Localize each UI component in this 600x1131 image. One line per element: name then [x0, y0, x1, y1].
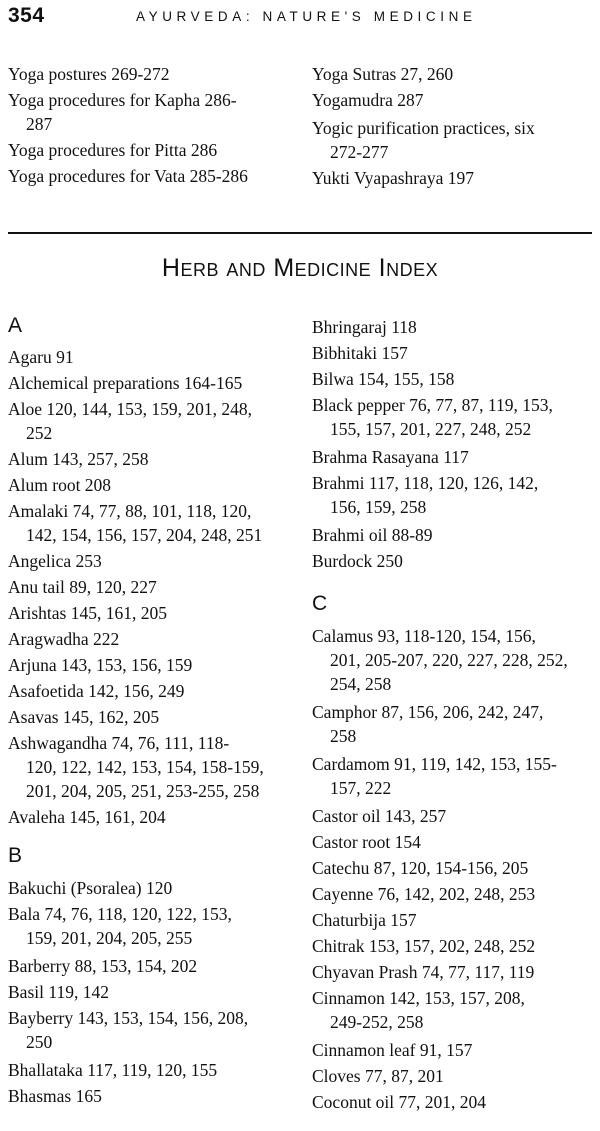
index-entry: Alchemical preparations 164-165 — [8, 373, 243, 393]
index-entry: Yoga postures 269-272 — [8, 64, 170, 84]
index-entry: Camphor 87, 156, 206, 242, 247, 258 — [312, 702, 544, 746]
index-entry: Avaleha 145, 161, 204 — [8, 807, 166, 827]
yoga-right-column — [312, 58, 600, 198]
letter-heading-c: C — [312, 592, 328, 615]
index-entry: Catechu 87, 120, 154-156, 205 — [312, 858, 529, 878]
index-entry: Black pepper 76, 77, 87, 119, 153, 155, 157, 201, 227, 248, 252 — [312, 395, 553, 439]
index-entry: Yogamudra 287 — [312, 90, 424, 110]
index-entry: Cayenne 76, 142, 202, 248, 253 — [312, 884, 536, 904]
index-entry: Yoga Sutras 27, 260 — [312, 64, 454, 84]
index-entry: Yogic purification practices, six 272-277 — [312, 118, 535, 162]
index-entry: Chaturbija 157 — [312, 910, 417, 930]
index-entry: Coconut oil 77, 201, 204 — [312, 1092, 487, 1112]
index-entry: Cinnamon 142, 153, 157, 208, 249-252, 258 — [312, 988, 525, 1032]
index-entry: Arjuna 143, 153, 156, 159 — [8, 655, 193, 675]
index-entry: Yoga procedures for Pitta 286 — [8, 140, 218, 160]
index-entry: Burdock 250 — [312, 551, 403, 571]
index-entry: Castor oil 143, 257 — [312, 806, 447, 826]
index-right-column — [312, 310, 600, 1120]
index-entry: Amalaki 74, 77, 88, 101, 118, 120, 142, 154, 156, 157, 204, 248, 251 — [8, 501, 263, 545]
index-entry: Bhasmas 165 — [8, 1086, 102, 1106]
index-entry: Ashwagandha 74, 76, 111, 118- 120, 122, 142, 153, 154, 158-159, 201, 204, 205, 251, 253-255, 258 — [8, 733, 264, 801]
index-entry: Chyavan Prash 74, 77, 117, 119 — [312, 962, 535, 982]
index-entry: Anu tail 89, 120, 227 — [8, 577, 157, 597]
index-entry: Bayberry 143, 153, 154, 156, 208, 250 — [8, 1008, 249, 1052]
index-entry: Calamus 93, 118-120, 154, 156, 201, 205-207, 220, 227, 228, 252, 254, 258 — [312, 626, 568, 694]
letter-heading-b: B — [8, 844, 23, 867]
index-entry: Arishtas 145, 161, 205 — [8, 603, 167, 623]
index-title: Herb and Medicine Index — [161, 254, 439, 282]
index-entry: Alum root 208 — [8, 475, 112, 495]
index-entry: Bibhitaki 157 — [312, 343, 408, 363]
index-entry: Brahma Rasayana 117 — [312, 447, 469, 467]
index-entry: Agaru 91 — [8, 347, 74, 367]
yoga-left-column — [8, 58, 298, 198]
index-entry: Angelica 253 — [8, 551, 102, 571]
letter-heading-a: A — [8, 314, 23, 337]
index-entry: Bhallataka 117, 119, 120, 155 — [8, 1060, 218, 1080]
index-entry: Cardamom 91, 119, 142, 153, 155- 157, 222 — [312, 754, 557, 798]
index-entry: Asavas 145, 162, 205 — [8, 707, 160, 727]
index-entry: Yukti Vyapashraya 197 — [312, 168, 475, 188]
index-entry: Bilwa 154, 155, 158 — [312, 369, 455, 389]
index-entry: Brahmi 117, 118, 120, 126, 142, 156, 159, 258 — [312, 473, 539, 517]
index-entry: Cloves 77, 87, 201 — [312, 1066, 444, 1086]
running-head: AYURVEDA: NATURE'S MEDICINE — [136, 9, 477, 24]
index-entry: Asafoetida 142, 156, 249 — [8, 681, 185, 701]
page-number: 354 — [8, 4, 45, 27]
index-entry: Chitrak 153, 157, 202, 248, 252 — [312, 936, 536, 956]
index-entry: Yoga procedures for Kapha 286- 287 — [8, 90, 237, 134]
index-entry: Cinnamon leaf 91, 157 — [312, 1040, 473, 1060]
index-entry: Bakuchi (Psoralea) 120 — [8, 878, 173, 898]
index-entry: Bala 74, 76, 118, 120, 122, 153, 159, 201, 204, 205, 255 — [8, 904, 232, 948]
index-entry: Brahmi oil 88-89 — [312, 525, 433, 545]
index-entry: Basil 119, 142 — [8, 982, 109, 1002]
index-entry: Alum 143, 257, 258 — [8, 449, 149, 469]
index-entry: Barberry 88, 153, 154, 202 — [8, 956, 198, 976]
section-divider — [8, 232, 592, 234]
index-entry: Aloe 120, 144, 153, 159, 201, 248, 252 — [8, 399, 253, 443]
index-entry: Castor root 154 — [312, 832, 421, 852]
index-entry: Aragwadha 222 — [8, 629, 120, 649]
index-entry: Yoga procedures for Vata 285-286 — [8, 166, 248, 186]
index-left-column — [8, 310, 298, 1120]
index-entry: Bhringaraj 118 — [312, 317, 417, 337]
